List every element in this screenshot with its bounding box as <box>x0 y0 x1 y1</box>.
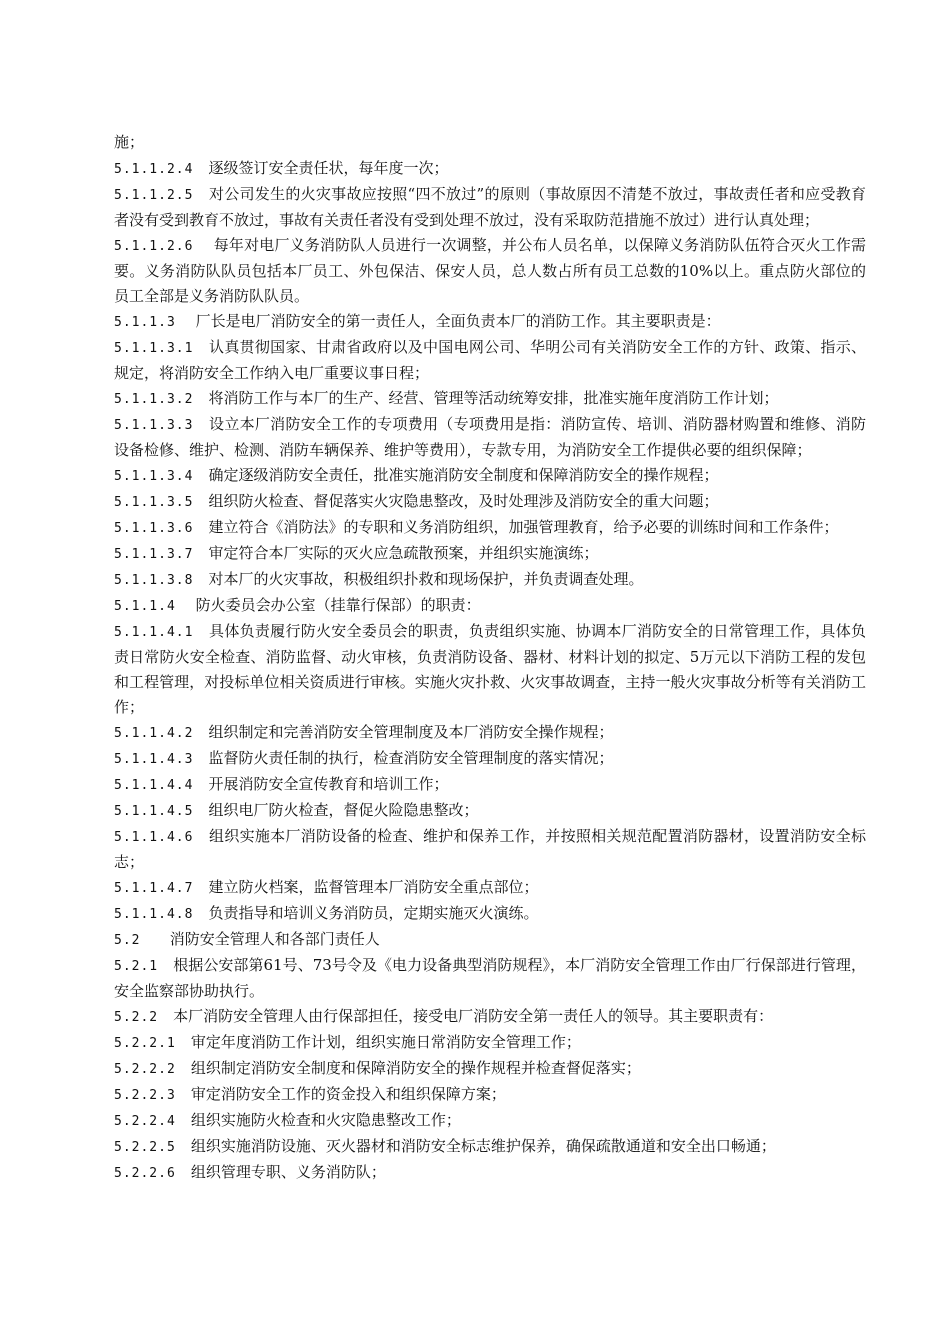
paragraph <box>114 1108 866 1134</box>
clause-number: 5.1.1.4.4 <box>114 778 194 793</box>
paragraph <box>114 1004 866 1030</box>
clause-number: 5.1.1.4.5 <box>114 804 194 819</box>
clause-text: 每年对电厂义务消防队人员进行一次调整，并公布人员名单，以保障义务消防队伍符合灭火工作需要。义务消防队队员包括本厂员工、外包保洁、保安人员，总人数占所有员工总数的10%以上。重点防火部位的员工全部是义务消防队队员。 <box>114 236 866 305</box>
clause-text: 负责指导和培训义务消防员，定期实施灭火演练。 <box>208 904 539 922</box>
clause-number: 5.1.1.2.5 <box>114 188 194 203</box>
paragraph <box>114 1056 866 1082</box>
clause-text: 厂长是电厂消防安全的第一责任人，全面负责本厂的消防工作。其主要职责是： <box>190 312 721 330</box>
paragraph <box>114 619 866 720</box>
clause-number: 5.2.2.2 <box>114 1062 176 1077</box>
clause-text: 组织制定消防安全制度和保障消防安全的操作规程并检查督促落实； <box>190 1059 641 1077</box>
paragraph <box>114 1160 866 1186</box>
paragraph <box>114 386 866 412</box>
clause-text: 确定逐级消防安全责任，批准实施消防安全制度和保障消防安全的操作规程； <box>208 466 719 484</box>
clause-text: 防火委员会办公室（挂靠行保部）的职责： <box>190 596 481 614</box>
clause-number: 5.1.1.4.8 <box>114 907 194 922</box>
paragraph <box>114 182 866 233</box>
clause-text: 消防安全管理人和各部门责任人 <box>155 930 380 948</box>
clause-number: 5.2.2 <box>114 1010 159 1025</box>
clause-number: 5.1.1.3 <box>114 315 176 330</box>
clause-number: 5.1.1.4.7 <box>114 881 194 896</box>
paragraph <box>114 593 866 619</box>
paragraph <box>114 541 866 567</box>
clause-number: 5.1.1.3.5 <box>114 495 194 510</box>
clause-text: 建立防火档案，监督管理本厂消防安全重点部位； <box>208 878 539 896</box>
clause-number: 5.2.2.1 <box>114 1036 176 1051</box>
clause-number: 5.1.1.4.2 <box>114 726 194 741</box>
clause-number: 5.1.1.4.1 <box>114 625 194 640</box>
clause-number: 5.1.1.4 <box>114 599 176 614</box>
paragraph <box>114 875 866 901</box>
clause-number: 5.1.1.4.3 <box>114 752 194 767</box>
clause-text: 组织实施防火检查和火灾隐患整改工作； <box>190 1111 461 1129</box>
clause-number: 5.2.2.3 <box>114 1088 176 1103</box>
clause-text: 本厂消防安全管理人由行保部担任，接受电厂消防安全第一责任人的领导。其主要职责有： <box>173 1007 774 1025</box>
paragraph <box>114 567 866 593</box>
clause-text: 开展消防安全宣传教育和培训工作； <box>208 775 449 793</box>
clause-text: 对本厂的火灾事故，积极组织扑救和现场保护，并负责调查处理。 <box>208 570 644 588</box>
clause-text: 审定消防安全工作的资金投入和组织保障方案； <box>190 1085 506 1103</box>
clause-number: 5.1.1.3.7 <box>114 547 194 562</box>
clause-number: 5.2 <box>114 933 141 948</box>
clause-text: 根据公安部第61号、73号令及《电力设备典型消防规程》，本厂消防安全管理工作由厂行保部进行管理，安全监察部协助执行。 <box>114 956 866 1000</box>
paragraph <box>114 798 866 824</box>
clause-text: 监督防火责任制的执行，检查消防安全管理制度的落实情况； <box>208 749 614 767</box>
clause-text: 审定年度消防工作计划，组织实施日常消防安全管理工作； <box>190 1033 581 1051</box>
clause-text: 组织管理专职、义务消防队； <box>190 1163 386 1181</box>
clause-number: 5.1.1.2.4 <box>114 162 194 177</box>
clause-text: 组织制定和完善消防安全管理制度及本厂消防安全操作规程； <box>208 723 614 741</box>
paragraph <box>114 412 866 463</box>
paragraph <box>114 901 866 927</box>
clause-text: 组织实施本厂消防设备的检查、维护和保养工作，并按照相关规范配置消防器材，设置消防安全标志； <box>114 827 866 871</box>
clause-number: 5.1.1.3.4 <box>114 469 194 484</box>
clause-number: 5.1.1.3.8 <box>114 573 194 588</box>
paragraph <box>114 309 866 335</box>
paragraph <box>114 156 866 182</box>
clause-number: 5.2.2.4 <box>114 1114 176 1129</box>
paragraph <box>114 824 866 875</box>
clause-number: 5.1.1.3.6 <box>114 521 194 536</box>
clause-text: 组织实施消防设施、灭火器材和消防安全标志维护保养，确保疏散通道和安全出口畅通； <box>190 1137 776 1155</box>
clause-text: 逐级签订安全责任状，每年度一次； <box>208 159 449 177</box>
paragraph <box>114 720 866 746</box>
paragraph <box>114 463 866 489</box>
clause-text: 设立本厂消防安全工作的专项费用（专项费用是指：消防宣传、培训、消防器材购置和维修、消防设备检修、维护、检测、消防车辆保养、维护等费用），专款专用，为消防安全工作提供必要的组织保障； <box>114 415 866 459</box>
paragraph <box>114 746 866 772</box>
clause-number: 5.1.1.2.6 <box>114 239 194 254</box>
clause-text: 将消防工作与本厂的生产、经营、管理等活动统筹安排，批准实施年度消防工作计划； <box>208 389 779 407</box>
document-body <box>114 130 866 1186</box>
clause-number: 5.1.1.3.2 <box>114 392 194 407</box>
clause-text: 建立符合《消防法》的专职和义务消防组织，加强管理教育，给予必要的训练时间和工作条件； <box>208 518 839 536</box>
clause-text: 对公司发生的火灾事故应按照“四不放过”的原则（事故原因不清楚不放过，事故责任者和应受教育者没有受到教育不放过，事故有关责任者没有受到处理不放过，没有采取防范措施不放过）进行认真处理； <box>114 185 866 229</box>
paragraph <box>114 953 866 1004</box>
clause-number: 5.2.2.6 <box>114 1166 176 1181</box>
clause-number: 5.2.2.5 <box>114 1140 176 1155</box>
paragraph <box>114 130 866 156</box>
clause-text: 施； <box>114 133 145 151</box>
paragraph <box>114 772 866 798</box>
clause-number: 5.1.1.3.3 <box>114 418 194 433</box>
clause-text: 审定符合本厂实际的灭火应急疏散预案，并组织实施演练； <box>208 544 599 562</box>
paragraph <box>114 1030 866 1056</box>
clause-text: 组织电厂防火检查，督促火险隐患整改； <box>208 801 479 819</box>
paragraph <box>114 1134 866 1160</box>
clause-text: 组织防火检查、督促落实火灾隐患整改，及时处理涉及消防安全的重大问题； <box>208 492 719 510</box>
clause-text: 具体负责履行防火安全委员会的职责，负责组织实施、协调本厂消防安全的日常管理工作，具体负责日常防火安全检查、消防监督、动火审核，负责消防设备、器材、材料计划的拟定、5万元以下消防工程的发包和工程管理，对投标单位相关资质进行审核。实施火灾扑救、火灾事故调查，主持一般火灾事故分析等有关消防工作； <box>114 622 866 716</box>
paragraph <box>114 515 866 541</box>
paragraph <box>114 335 866 386</box>
paragraph <box>114 1082 866 1108</box>
paragraph <box>114 233 866 309</box>
section-heading <box>114 927 866 953</box>
clause-number: 5.1.1.4.6 <box>114 830 194 845</box>
clause-number: 5.1.1.3.1 <box>114 341 194 356</box>
clause-text: 认真贯彻国家、甘肃省政府以及中国电网公司、华明公司有关消防安全工作的方针、政策、指示、规定，将消防安全工作纳入电厂重要议事日程； <box>114 338 866 382</box>
clause-number: 5.2.1 <box>114 959 159 974</box>
paragraph <box>114 489 866 515</box>
